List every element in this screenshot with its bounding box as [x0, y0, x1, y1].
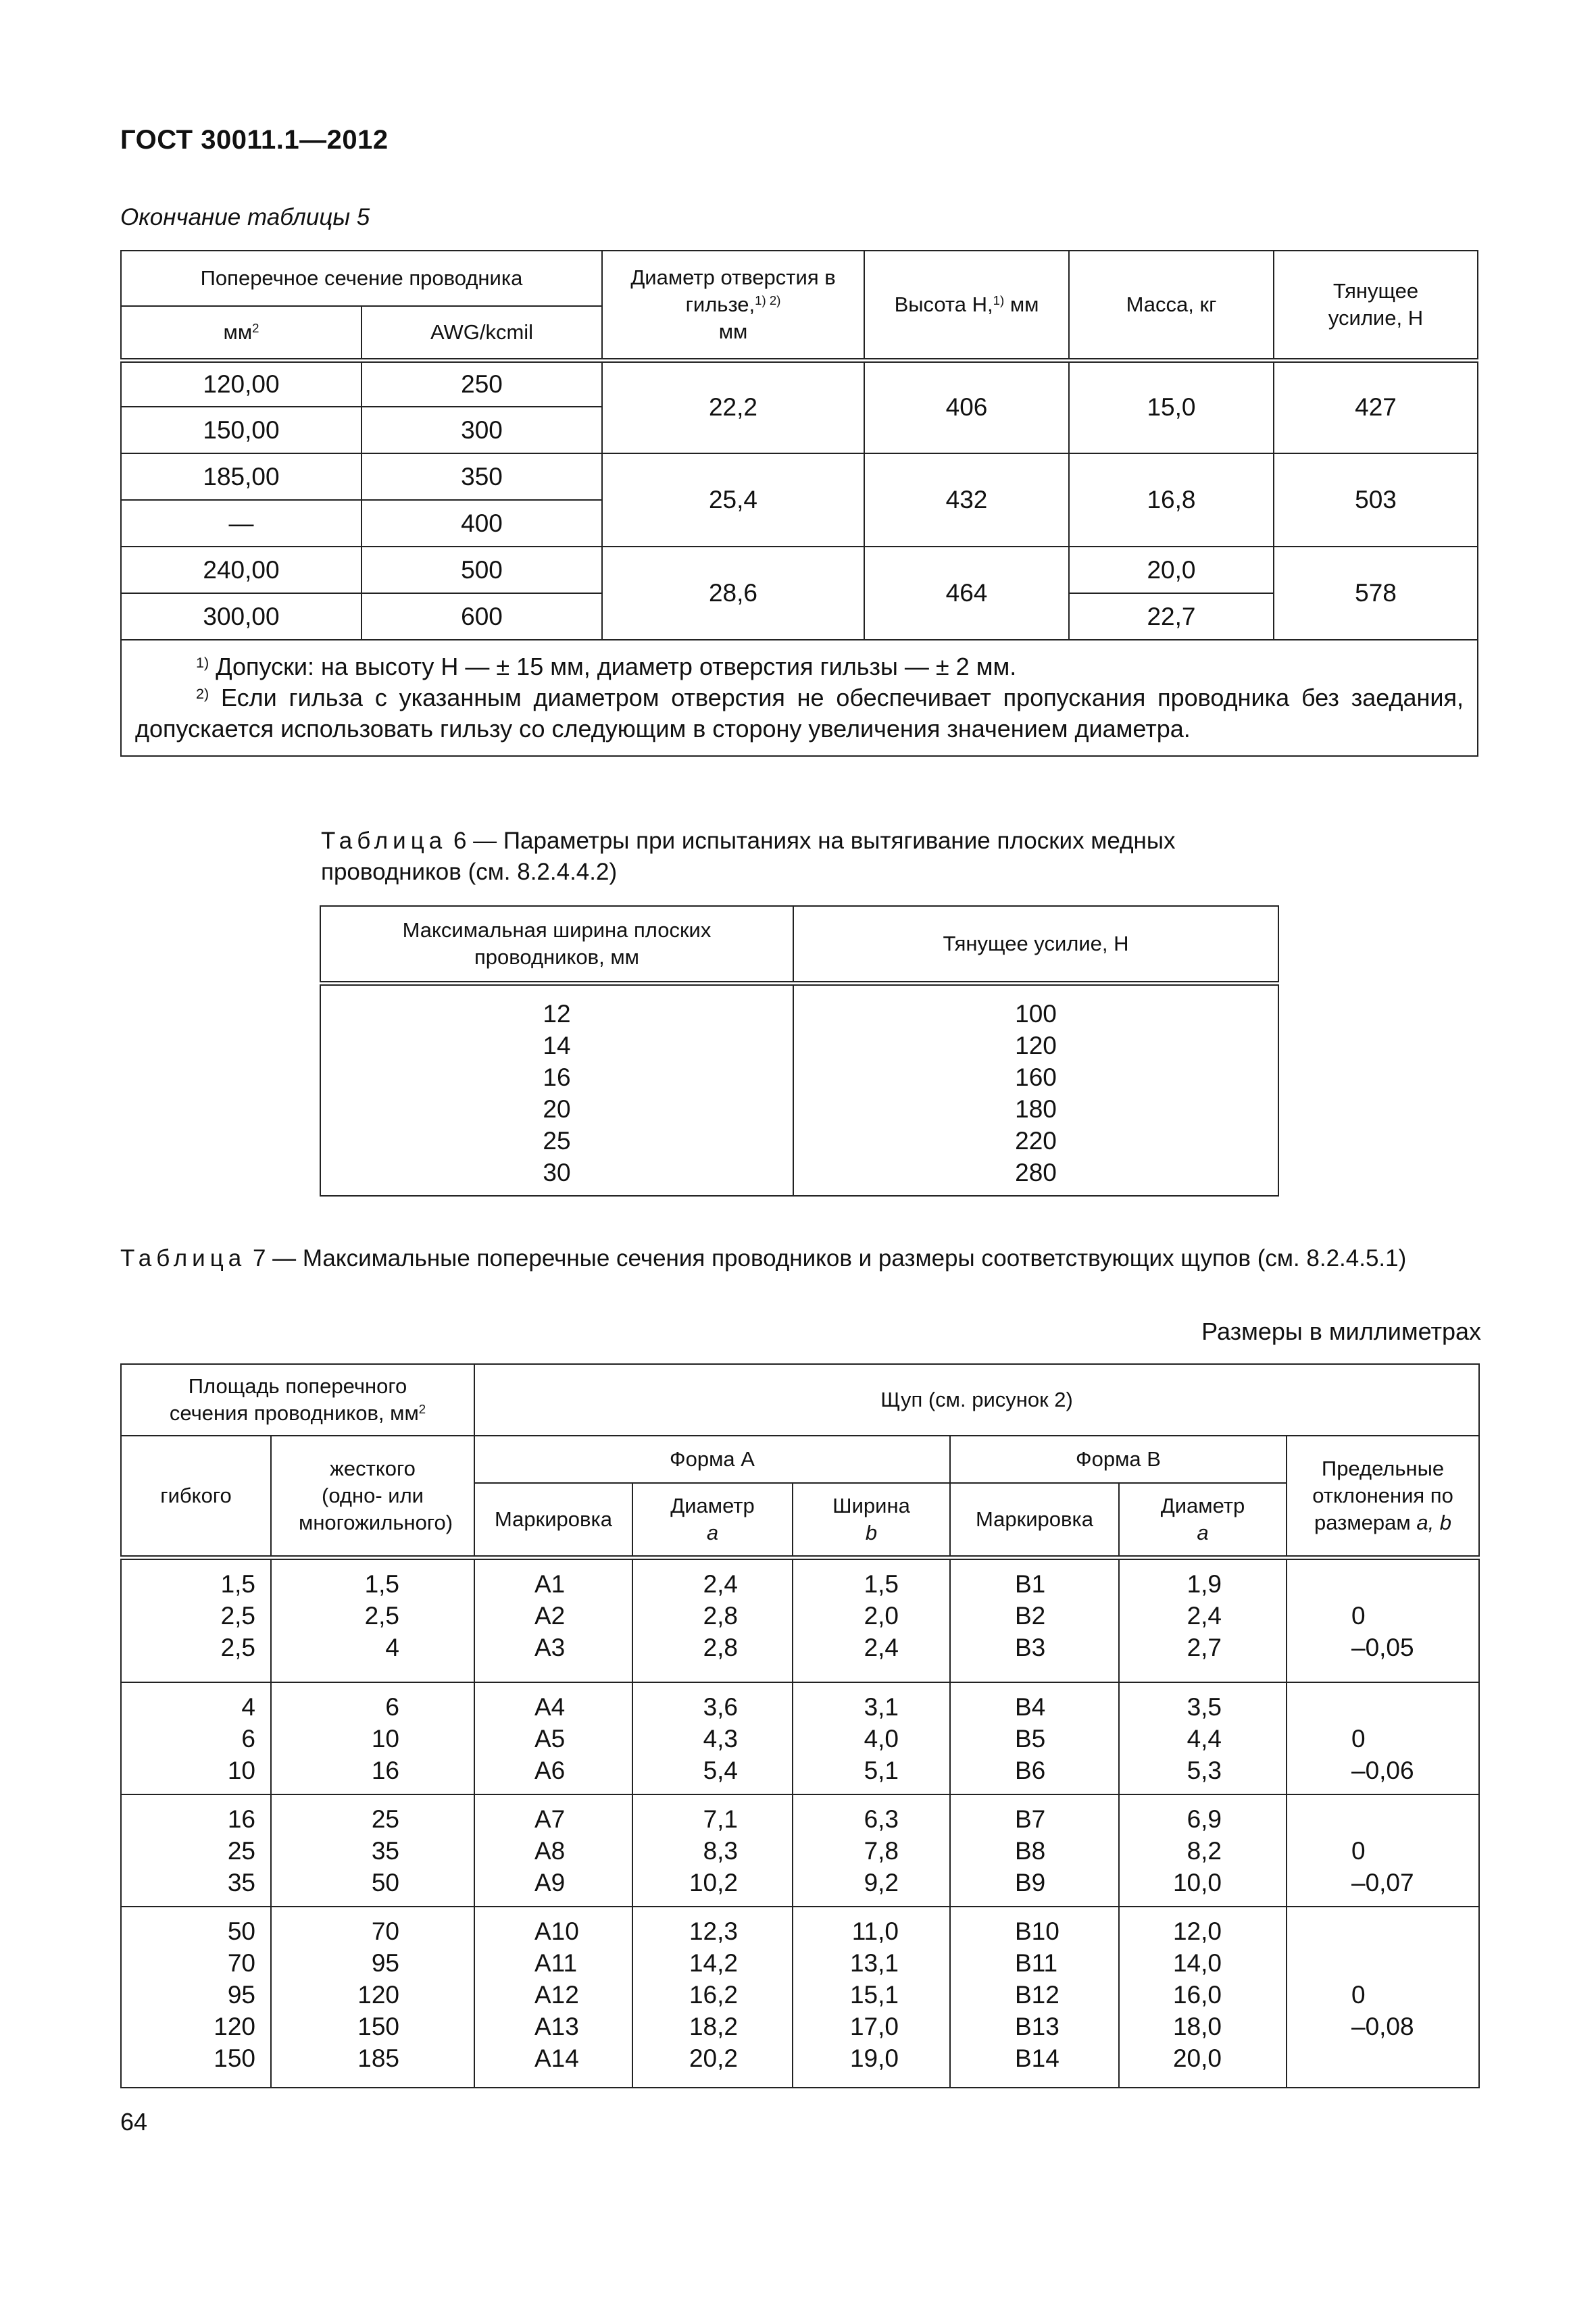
- table-cell: 503: [1274, 453, 1478, 547]
- marking-b-values: B4 B5 B6: [950, 1682, 1119, 1794]
- header-flexible: гибкого: [121, 1436, 271, 1557]
- header-tolerance: Предельные отклонения по размерам a, b: [1287, 1436, 1479, 1557]
- table-7: [120, 1363, 1480, 2088]
- table-5: [120, 250, 1478, 757]
- header-cross-section: Поперечное сечение проводника: [121, 251, 602, 306]
- tolerance-values: 0 –0,05: [1287, 1557, 1479, 1682]
- table-cell: 20,0: [1069, 547, 1274, 593]
- width-value: 16: [543, 1063, 571, 1091]
- table-cell: 16,8: [1069, 453, 1274, 547]
- rigid-values: 70 95 120 150 185: [271, 1907, 474, 2088]
- table-cell: 15,0: [1069, 360, 1274, 453]
- width-value: 20: [543, 1095, 571, 1123]
- force-value: 100: [1015, 999, 1057, 1028]
- marking-b-values: B1 B2 B3: [950, 1557, 1119, 1682]
- table-cell: 185,00: [121, 453, 361, 500]
- tolerance-values: 0 –0,06: [1287, 1682, 1479, 1794]
- header-width-b: Ширина b: [793, 1483, 950, 1557]
- marking-a-values: A7 A8 A9: [474, 1794, 632, 1907]
- width-value: 14: [543, 1031, 571, 1059]
- diameter-a-values: 12,3 14,2 16,2 18,2 20,2: [632, 1907, 793, 2088]
- rigid-values: 1,5 2,5 4: [271, 1557, 474, 1682]
- header-rigid: жесткого (одно- или многожильного): [271, 1436, 474, 1557]
- marking-a-values: A4 A5 A6: [474, 1682, 632, 1794]
- header-max-width: Максимальная ширина плоских проводников, мм: [320, 906, 793, 983]
- table-cell: 300: [361, 407, 602, 453]
- header-marking-b: Маркировка: [950, 1483, 1119, 1557]
- table-cell: 400: [361, 500, 602, 547]
- width-value: 25: [543, 1126, 571, 1155]
- table-7-caption: Таблица 7 — Максимальные поперечные сечения проводников и размеры соответствующих щупов (см. 8.2.4.5.1): [120, 1245, 1407, 1272]
- table-cell: 22,2: [602, 360, 864, 453]
- page-number: 64: [120, 2108, 148, 2136]
- table-cell: 500: [361, 547, 602, 593]
- table-continuation-caption: Окончание таблицы 5: [120, 204, 370, 230]
- force-value: 180: [1015, 1095, 1057, 1123]
- marking-a-values: A1 A2 A3: [474, 1557, 632, 1682]
- force-value: 160: [1015, 1063, 1057, 1091]
- flexible-values: 1,5 2,5 2,5: [121, 1557, 271, 1682]
- diameter-a-values: 7,1 8,3 10,2: [632, 1794, 793, 1907]
- force-value: 280: [1015, 1158, 1057, 1186]
- rigid-values: 25 35 50: [271, 1794, 474, 1907]
- header-area: Площадь поперечного сечения проводников, $мм^2$: [121, 1364, 474, 1436]
- width-value: 30: [543, 1158, 571, 1186]
- table-6: [320, 905, 1279, 1197]
- marking-b-values: B7 B8 B9: [950, 1794, 1119, 1907]
- width-value: 12: [543, 999, 571, 1028]
- table-cell: —: [121, 500, 361, 547]
- rigid-values: 6 10 16: [271, 1682, 474, 1794]
- table-cell: 427: [1274, 360, 1478, 453]
- marking-b-values: B10 B11 B12 B13 B14: [950, 1907, 1119, 2088]
- header-form-a: Форма А: [474, 1436, 950, 1483]
- header-pull-force: Тянущее усилие, Н: [793, 906, 1278, 983]
- diameter-b-values: 1,9 2,4 2,7: [1119, 1557, 1287, 1682]
- width-b-values: 11,0 13,1 15,1 17,0 19,0: [793, 1907, 950, 2088]
- force-values: [793, 983, 1278, 1196]
- document-title: ГОСТ 30011.1—2012: [120, 125, 389, 155]
- flexible-values: 16 25 35: [121, 1794, 271, 1907]
- footnote-1: $^{1)}$ Допуски: на высоту H — ± 15 мм, диаметр отверстия гильзы — ± 2 мм.: [196, 653, 1017, 680]
- header-mass: Масса, кг: [1069, 251, 1274, 360]
- table-cell: 600: [361, 593, 602, 640]
- header-probe: Щуп (см. рисунок 2): [474, 1364, 1479, 1436]
- table-cell: 300,00: [121, 593, 361, 640]
- table-cell: 578: [1274, 547, 1478, 640]
- width-values: [320, 983, 793, 1196]
- diameter-b-values: 12,0 14,0 16,0 18,0 20,0: [1119, 1907, 1287, 2088]
- header-diameter-b: Диаметр a: [1119, 1483, 1287, 1557]
- flexible-values: 50 70 95 120 150: [121, 1907, 271, 2088]
- header-form-b: Форма В: [950, 1436, 1287, 1483]
- diameter-a-values: 2,4 2,8 2,8: [632, 1557, 793, 1682]
- header-mm2: $мм^2$: [121, 306, 361, 360]
- table-cell: 22,7: [1069, 593, 1274, 640]
- header-height: Высота H,$^{1)}$ мм: [864, 251, 1069, 360]
- diameter-b-values: 3,5 4,4 5,3: [1119, 1682, 1287, 1794]
- table-cell: 120,00: [121, 360, 361, 407]
- table-cell: 406: [864, 360, 1069, 453]
- header-force: Тянущее усилие, Н: [1274, 251, 1478, 360]
- tolerance-values: 0 –0,07: [1287, 1794, 1479, 1907]
- width-b-values: 3,1 4,0 5,1: [793, 1682, 950, 1794]
- header-diameter: Диаметр отверстия в гильзе,$^{1) 2)}$ мм: [602, 251, 864, 360]
- table-cell: 464: [864, 547, 1069, 640]
- footnote-2: $^{2)}$ Если гильза с указанным диаметром отверстия не обеспечивает пропускания проводника без заедания, допускается использовать гильзу со следующим в сторону увеличения значением диаметра.: [135, 684, 1464, 743]
- table-5-notes: [121, 640, 1478, 756]
- force-value: 120: [1015, 1031, 1057, 1059]
- force-value: 220: [1015, 1126, 1057, 1155]
- table-cell: 350: [361, 453, 602, 500]
- header-marking-a: Маркировка: [474, 1483, 632, 1557]
- table-cell: 240,00: [121, 547, 361, 593]
- tolerance-values: 0 –0,08: [1287, 1907, 1479, 2088]
- width-b-values: 6,3 7,8 9,2: [793, 1794, 950, 1907]
- table-cell: 432: [864, 453, 1069, 547]
- width-b-values: 1,5 2,0 2,4: [793, 1557, 950, 1682]
- table-cell: 150,00: [121, 407, 361, 453]
- diameter-a-values: 3,6 4,3 5,4: [632, 1682, 793, 1794]
- flexible-values: 4 6 10: [121, 1682, 271, 1794]
- diameter-b-values: 6,9 8,2 10,0: [1119, 1794, 1287, 1907]
- marking-a-values: A10 A11 A12 A13 A14: [474, 1907, 632, 2088]
- units-note: Размеры в миллиметрах: [1201, 1317, 1481, 1345]
- table-cell: 28,6: [602, 547, 864, 640]
- table-cell: 25,4: [602, 453, 864, 547]
- table-6-caption: Таблица 6 — Параметры при испытаниях на вытягивание плоских медных проводников (см. 8.2.4.4.2): [321, 828, 1176, 885]
- header-awg: AWG/kcmil: [361, 306, 602, 360]
- table-cell: 250: [361, 360, 602, 407]
- header-diameter-a: Диаметр a: [632, 1483, 793, 1557]
